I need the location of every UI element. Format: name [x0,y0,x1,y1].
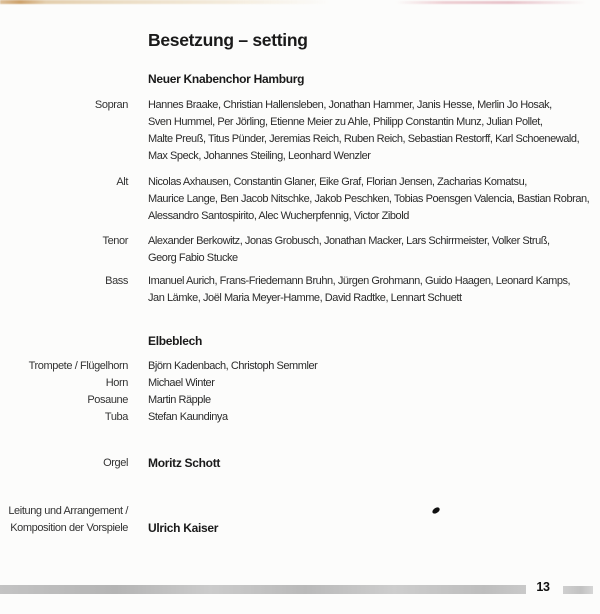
page-title: Besetzung – setting [148,30,308,50]
page-number: 13 [536,580,550,594]
names-line: Sven Hummel, Per Jörling, Etienne Meier zu Ahle, Philipp Constantin Munz, Julian Pollet, [148,116,543,128]
brass-row-trumpet [0,358,600,375]
instrument-label: Tuba [104,411,128,423]
voice-label: Bass [105,275,128,287]
voice-label: Tenor [102,235,128,247]
musician-names: Stefan Kaundinya [148,411,228,423]
instrument-label: Posaune [87,394,128,406]
brass-heading: Elbeblech [148,334,202,348]
voice-label: Sopran [94,99,128,111]
names-line: Alexander Berkowitz, Jonas Grobusch, Jonathan Macker, Lars Schirrmeister, Volker Struß, [148,235,550,247]
choir-heading: Neuer Knabenchor Hamburg [148,72,305,86]
brass-row-tuba [0,409,600,426]
names-line: Hannes Braake, Christian Hallensleben, Jonathan Hammer, Janis Hesse, Merlin Jo Hosak, [148,99,552,111]
choir-section-sopran [0,97,600,165]
names-line: Imanuel Aurich, Frans-Friedemann Bruhn, Jürgen Grohmann, Guido Haagen, Leonard Kamps, [148,275,571,287]
names-line: Alessandro Santospirito, Alec Wucherpfennig, Victor Zibold [148,210,409,222]
choir-section-tenor [0,233,600,267]
organ-row [0,455,600,472]
director-name: Ulrich Kaiser [148,521,219,535]
direction-label [0,503,128,537]
names-line: Max Speck, Johannes Steiling, Leonhard Wenzler [148,150,371,162]
names-line: Maurice Lange, Ben Jacob Nitschke, Jakob Peschken, Tobias Poensgen Valencia, Bastian Robran, [148,193,590,205]
scan-edge-artifact-tan [0,0,330,4]
names-line: Nicolas Axhausen, Constantin Glaner, Eike Graf, Florian Jensen, Zacharias Komatsu, [148,176,527,188]
instrument-label: Trompete / Flügelhorn [28,360,128,372]
musician-name: Moritz Schott [148,456,221,470]
choir-section-alt [0,174,600,225]
names-line: Malte Preuß, Titus Pünder, Jeremias Reich, Ruben Reich, Sebastian Restorff, Karl Schoenewald, [148,133,580,145]
footer-rule-left [0,585,526,594]
musician-names: Björn Kadenbach, Christoph Semmler [148,360,318,372]
voice-names [148,233,550,267]
scan-edge-artifact-pink [396,1,586,4]
names-line: Georg Fabio Stucke [148,252,238,264]
brass-row-horn [0,375,600,392]
footer-rule-right [563,586,593,594]
voice-names [148,174,589,225]
voice-label: Alt [116,176,128,188]
choir-section-bass [0,273,600,307]
musician-names: Michael Winter [148,377,215,389]
direction-label-line1: Leitung und Arrangement / [8,505,128,517]
voice-names [148,97,579,165]
names-line: Jan Lämke, Joël Maria Meyer-Hamme, David Radtke, Lennart Schuett [148,292,462,304]
direction-row [0,503,600,537]
brass-row-trombone [0,392,600,409]
voice-names [148,273,570,307]
direction-label-line2: Komposition der Vorspiele [10,522,128,534]
musician-names: Martin Räpple [148,394,211,406]
instrument-label: Horn [105,377,128,389]
instrument-label: Orgel [103,457,128,469]
